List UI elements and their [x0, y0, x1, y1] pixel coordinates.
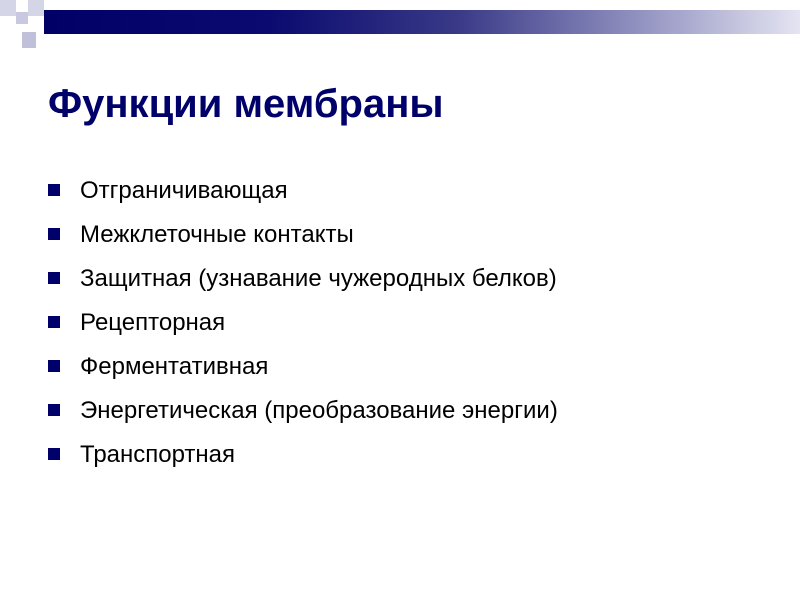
slide-title: Функции мембраны: [48, 82, 444, 126]
decor-square: [28, 16, 44, 32]
square-bullet-icon: [48, 448, 60, 460]
square-bullet-icon: [48, 360, 60, 372]
square-bullet-icon: [48, 404, 60, 416]
bullet-item: [48, 308, 558, 352]
header-gradient-band: [44, 10, 800, 34]
square-bullet-icon: [48, 184, 60, 196]
bullet-text: Энергетическая (преобразование энергии): [80, 397, 558, 424]
bullet-item: [48, 264, 558, 308]
bullet-item: [48, 352, 558, 396]
decor-square: [0, 40, 14, 54]
bullet-text: Рецепторная: [80, 309, 226, 336]
bullet-item: [48, 440, 558, 484]
bullet-text: Межклеточные контакты: [80, 221, 354, 248]
decor-square: [22, 32, 36, 48]
bullet-item: [48, 220, 558, 264]
bullet-list: [48, 176, 558, 484]
decor-square: [16, 12, 28, 24]
decor-square: [0, 20, 12, 40]
bullet-item: [48, 396, 558, 440]
bullet-text: Защитная (узнавание чужеродных белков): [80, 265, 557, 292]
bullet-text: Ферментативная: [80, 353, 269, 380]
bullet-text: Отграничивающая: [80, 177, 288, 204]
decor-square: [16, 0, 28, 12]
square-bullet-icon: [48, 272, 60, 284]
square-bullet-icon: [48, 316, 60, 328]
square-bullet-icon: [48, 228, 60, 240]
decor-square: [0, 0, 16, 16]
bullet-text: Транспортная: [80, 441, 236, 468]
bullet-item: [48, 176, 558, 220]
decor-square: [28, 0, 44, 16]
